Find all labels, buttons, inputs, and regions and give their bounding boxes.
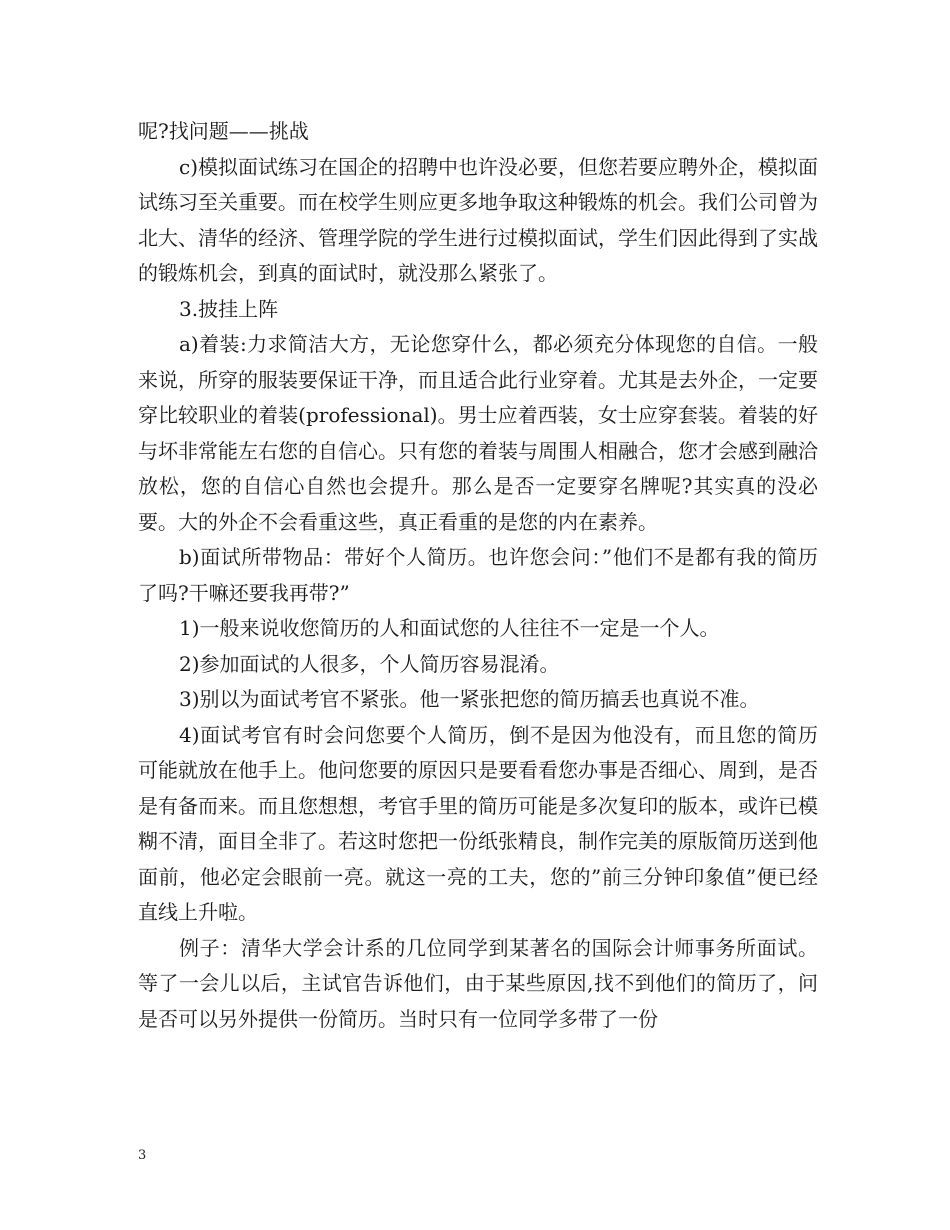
paragraph-4: a)着装:力求简洁大方，无论您穿什么，都必须充分体现您的自信。一般来说，所穿的服装要保证干净，而且适合此行业穿着。尤其是去外企，一定要穿比较职业的着装(professional)。男士应着西装，女士应穿套装。着装的好与坏非常能左右您的自信心。只有您的着装与周围人相融合，您才会感到融洽放松，您的自信心自然也会提升。那么是否一定要穿名牌呢?其实真的没必要。大的外企不会看重这些，真正看重的是您的内在素养。 [138,332,818,534]
paragraph-2: c)模拟面试练习在国企的招聘中也许没必要，但您若要应聘外企，模拟面试练习至关重要。而在校学生则应更多地争取这种锻炼的机会。我们公司曾为北大、清华的经济、管理学院的学生进行过模拟面试，学生们因此得到了实战的锻炼机会，到真的面试时，就没那么紧张了。 [138,154,819,285]
list-item-4: 4)面试考官有时会问您要个人简历，倒不是因为他没有，而且您的简历可能就放在他手上。他问您要的原因只是要看看您办事是否细心、周到，是否是有备而来。而且您想想，考官手里的简历可能是多次复印的版本，或许已模糊不清，面目全非了。若这时您把一份纸张精良，制作完美的原版简历送到他面前，他必定会眼前一亮。就这一亮的工夫，您的”前三分钟印象值”便已经直线上升啦。 [138,722,818,924]
paragraph-1: 呢?找问题——挑战 [138,119,309,143]
section-heading: 3.披挂上阵 [179,296,279,321]
list-item-3: 3)别以为面试考官不紧张。他一紧张把您的简历搞丢也真说不准。 [179,687,760,711]
page-number: 3 [138,1148,147,1163]
list-item-2: 2)参加面试的人很多，个人简历容易混淆。 [179,651,560,676]
list-item-1: 1)一般来说收您简历的人和面试您的人往往不一定是一个人。 [179,616,720,640]
body-text [138,114,818,1037]
example-paragraph: 例子：清华大学会计系的几位同学到某著名的国际会计师事务所面试。等了一会儿以后，主试官告诉他们，由于某些原因,找不到他们的简历了，问是否可以另外提供一份简历。当时只有一位同学多带了一份 [138,935,818,1031]
paragraph-5: b)面试所带物品：带好个人简历。也许您会问：”他们不是都有我的简历了吗?干嘛还要我再带?” [138,545,818,605]
